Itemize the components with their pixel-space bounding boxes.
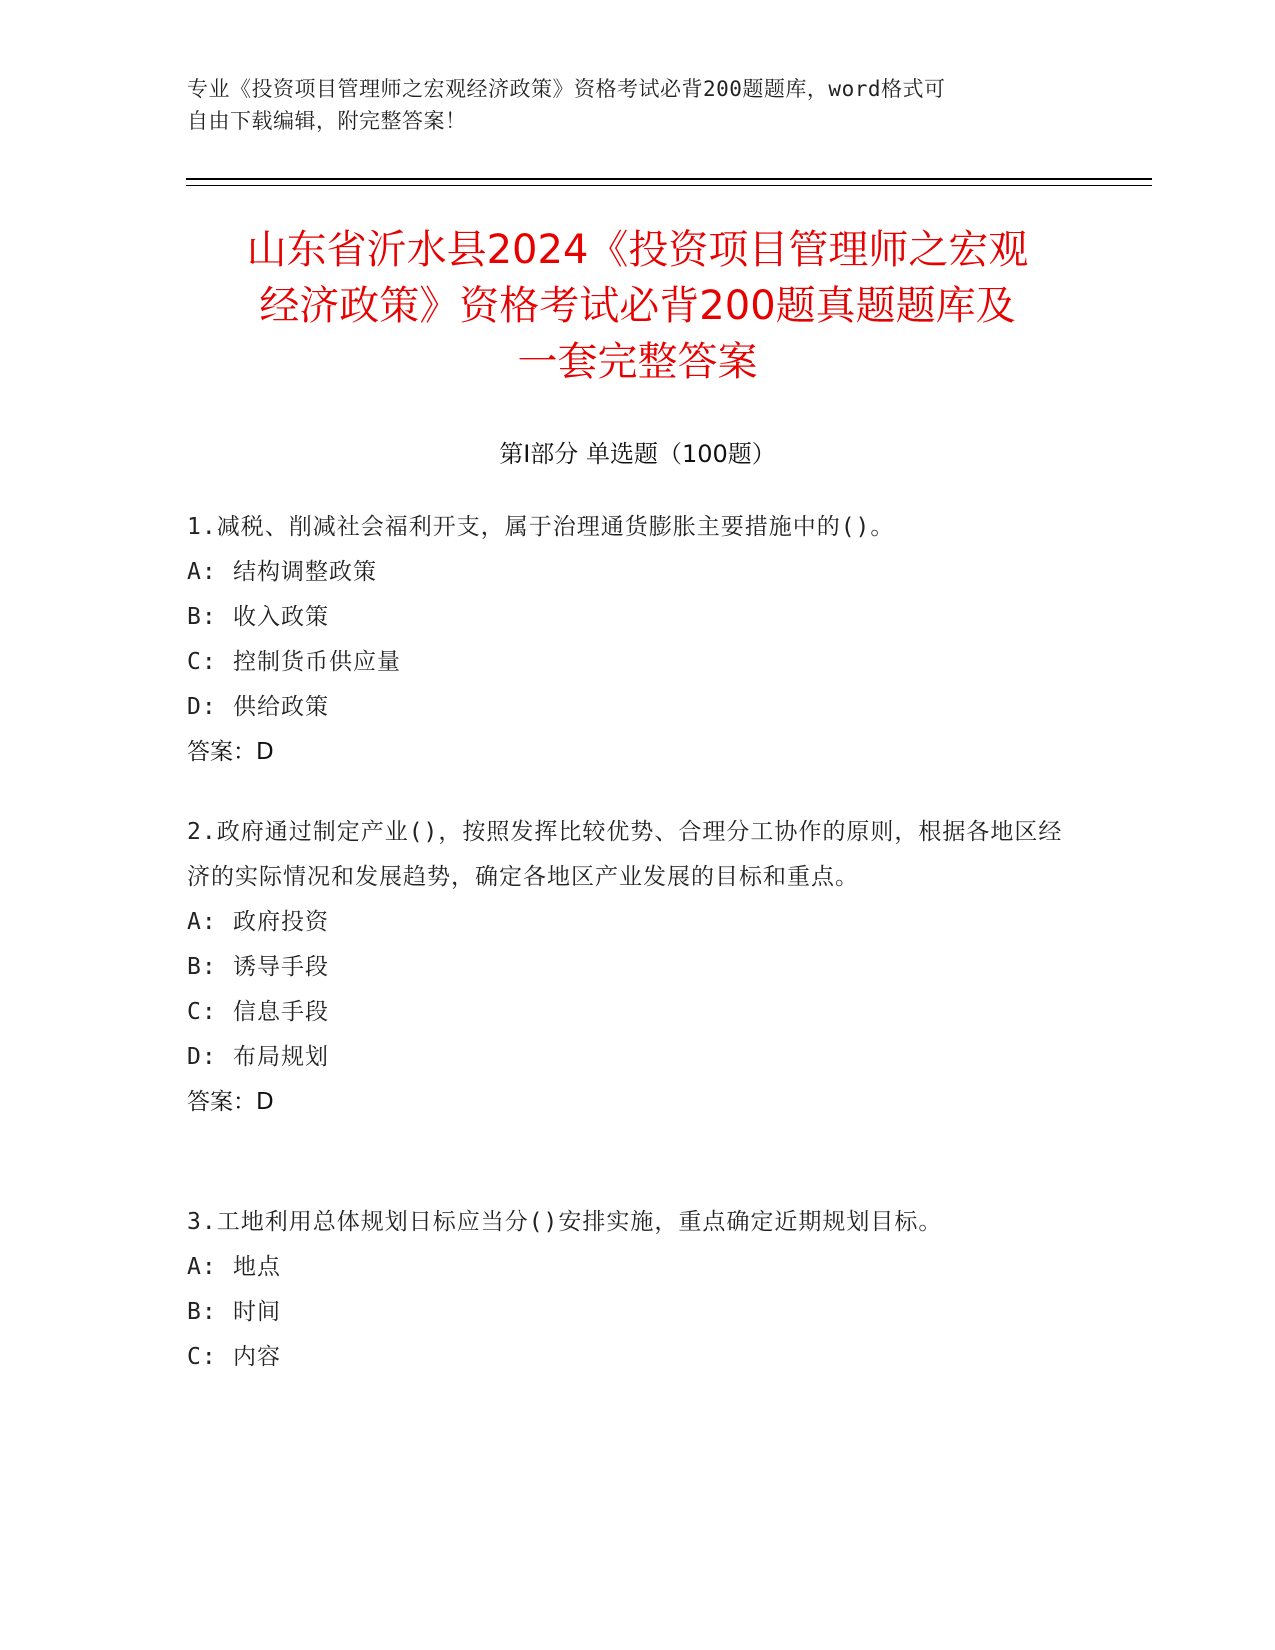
answer: 答案：D xyxy=(187,1089,274,1115)
option-key: B: xyxy=(187,954,217,980)
option-text: 政府投资 xyxy=(233,909,329,935)
question-stem: 2.政府通过制定产业()，按照发挥比较优势、合理分工协作的原则，根据各地区经济的实际情况和发展趋势，确定各地区产业发展的目标和重点。 xyxy=(187,819,1063,890)
option-a xyxy=(187,1245,1067,1290)
option-text: 内容 xyxy=(233,1344,281,1370)
question-stem: 1.减税、削减社会福利开支，属于治理通货膨胀主要措施中的()。 xyxy=(187,514,895,540)
option-text: 时间 xyxy=(233,1299,281,1325)
document-title xyxy=(150,222,1125,390)
question-stem: 3.工地利用总体规划日标应当分()安排实施，重点确定近期规划目标。 xyxy=(187,1209,943,1235)
option-key: A: xyxy=(187,909,217,935)
header-note-line-2: 自由下载编辑，附完整答案！ xyxy=(187,109,467,133)
header-note-line-1: 专业《投资项目管理师之宏观经济政策》资格考试必背200题题库，word格式可 xyxy=(187,77,946,101)
option-key: B: xyxy=(187,604,217,630)
title-line-2: 经济政策》资格考试必背200题真题题库及 xyxy=(259,283,1016,329)
option-key: D: xyxy=(187,1044,217,1070)
option-b xyxy=(187,945,1067,990)
answer: 答案：D xyxy=(187,739,274,765)
title-line-3: 一套完整答案 xyxy=(517,339,758,385)
option-text: 信息手段 xyxy=(233,999,329,1025)
option-key: C: xyxy=(187,649,217,675)
question-3 xyxy=(187,1200,1067,1380)
header-rule-thin xyxy=(186,185,1152,186)
option-c xyxy=(187,990,1067,1035)
option-text: 布局规划 xyxy=(233,1044,329,1070)
option-text: 结构调整政策 xyxy=(233,559,377,585)
option-key: B: xyxy=(187,1299,217,1325)
option-key: D: xyxy=(187,694,217,720)
option-key: C: xyxy=(187,1344,217,1370)
title-line-1: 山东省沂水县2024《投资项目管理师之宏观 xyxy=(246,227,1029,273)
option-d xyxy=(187,685,1067,730)
option-text: 地点 xyxy=(233,1254,281,1280)
option-c xyxy=(187,1335,1067,1380)
question-2 xyxy=(187,810,1067,1125)
option-key: A: xyxy=(187,559,217,585)
option-c xyxy=(187,640,1067,685)
option-text: 控制货币供应量 xyxy=(233,649,401,675)
header-note xyxy=(187,73,1087,137)
option-b xyxy=(187,595,1067,640)
option-key: A: xyxy=(187,1254,217,1280)
option-key: C: xyxy=(187,999,217,1025)
option-text: 诱导手段 xyxy=(233,954,329,980)
option-a xyxy=(187,900,1067,945)
section-heading: 第Ⅰ部分 单选题（100题） xyxy=(499,440,776,468)
option-text: 收入政策 xyxy=(233,604,329,630)
question-1 xyxy=(187,505,1067,775)
option-d xyxy=(187,1035,1067,1080)
option-b xyxy=(187,1290,1067,1335)
option-a xyxy=(187,550,1067,595)
option-text: 供给政策 xyxy=(233,694,329,720)
header-rule-thick xyxy=(186,178,1152,180)
